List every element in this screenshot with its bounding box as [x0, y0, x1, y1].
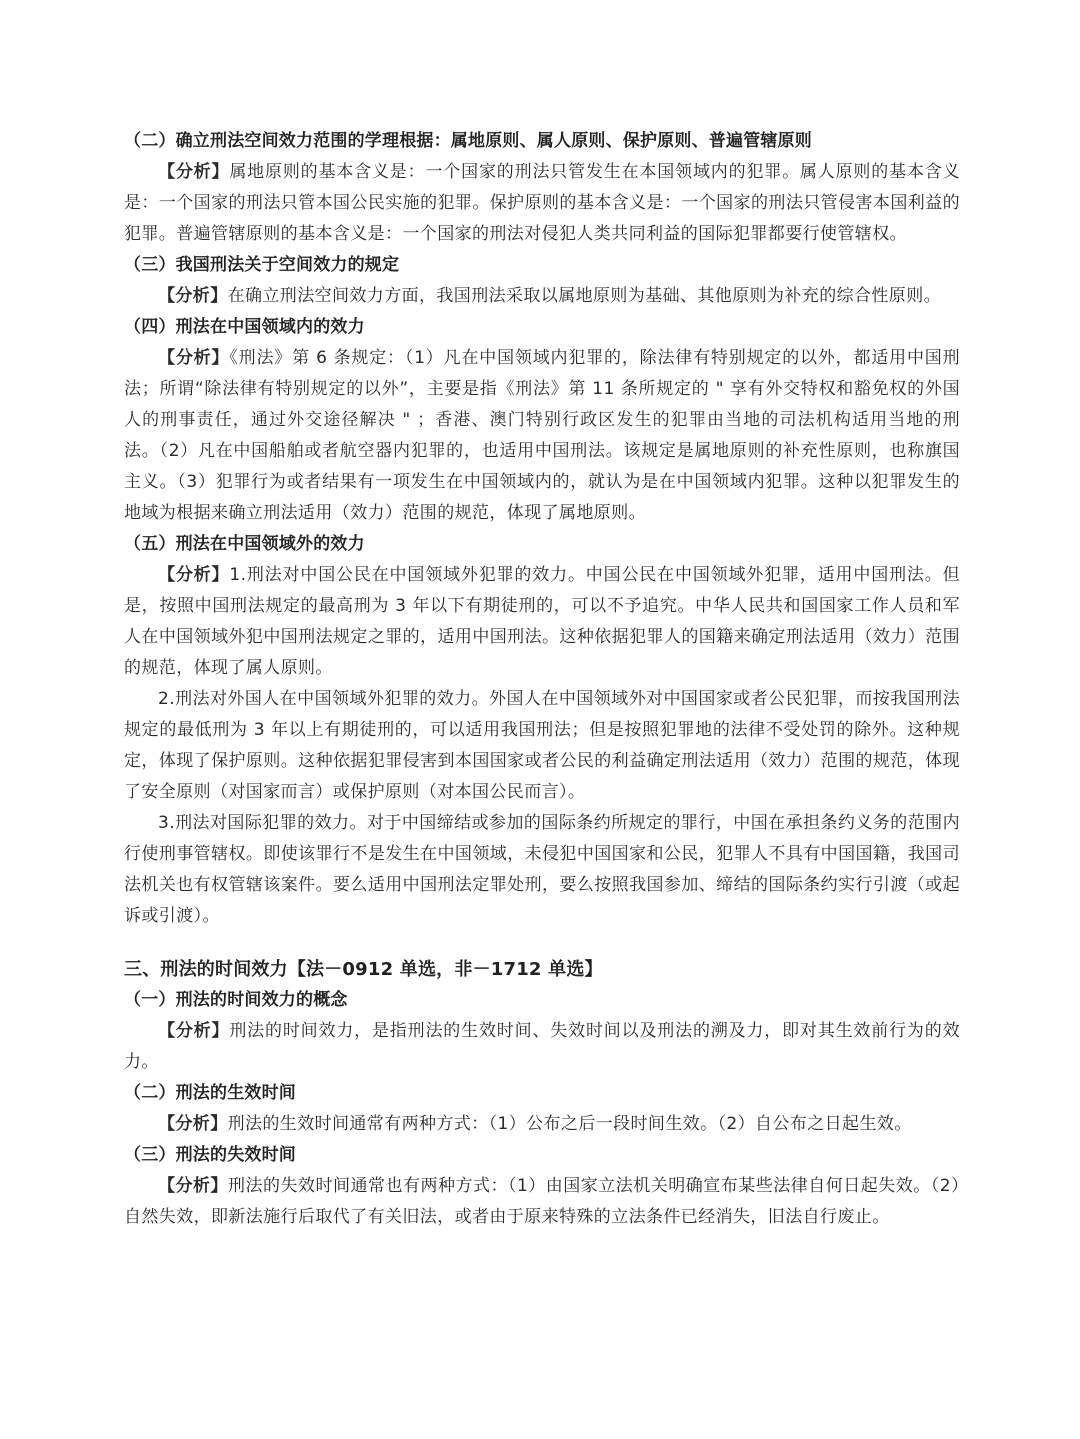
analysis-paragraph-territory [124, 343, 960, 529]
analysis-tag: 【分析】 [158, 286, 228, 306]
analysis-tag: 【分析】 [158, 1114, 228, 1134]
analysis-paragraph-principles [124, 157, 960, 250]
section-heading-time-effect: 三、刑法的时间效力【法－0912 单选，非－1712 单选】 [124, 959, 603, 980]
document-page [124, 126, 960, 1233]
analysis-paragraph-time-concept [124, 1016, 960, 1078]
analysis-paragraph-expiry-time [124, 1171, 960, 1233]
analysis-text: 在确立刑法空间效力方面，我国刑法采取以属地原则为基础、其他原则为补充的综合性原则。 [227, 286, 942, 306]
subsection-heading-basis: （二）确立刑法空间效力范围的学理根据：属地原则、属人原则、保护原则、普遍管辖原则 [124, 131, 812, 151]
subsection-heading-china-rules: （三）我国刑法关于空间效力的规定 [124, 255, 400, 275]
analysis-text: 属地原则的基本含义是：一个国家的刑法只管发生在本国领域内的犯罪。属人原则的基本含义是：一个国家的刑法只管本国公民实施的犯罪。保护原则的基本含义是：一个国家的刑法只管侵害本国利益的犯罪。普遍管辖原则的基本含义是：一个国家的刑法对侵犯人类共同利益的国际犯罪都要行使管辖权。 [124, 162, 960, 244]
subsection-heading-time-concept: （一）刑法的时间效力的概念 [124, 990, 348, 1010]
analysis-text: 1.刑法对中国公民在中国领域外犯罪的效力。中国公民在中国领域外犯罪，适用中国刑法。但是，按照中国刑法规定的最高刑为 3 年以下有期徒刑的，可以不予追究。中华人民共和国国家工作人员和军人在中国领域外犯中国刑法规定之罪的，适用中国刑法。这种依据犯罪人的国籍来确定刑法适用（效力）范围的规范，体现了属人原则。 [124, 565, 960, 678]
subsection-heading-outside-territory: （五）刑法在中国领域外的效力 [124, 534, 365, 554]
analysis-paragraph-comprehensive [124, 281, 960, 312]
subsection-heading-expiry-time: （三）刑法的失效时间 [124, 1145, 296, 1165]
analysis-text: 刑法的时间效力，是指刑法的生效时间、失效时间以及刑法的溯及力，即对其生效前行为的效力。 [124, 1021, 960, 1072]
analysis-paragraph-effective-time [124, 1109, 960, 1140]
analysis-text: 《刑法》第 6 条规定：（1）凡在中国领域内犯罪的，除法律有特别规定的以外，都适用中国刑法；所谓“除法律有特别规定的以外”，主要是指《刑法》第 11 条所规定的 " 享有外交特权和豁免权的外国人的刑事责任，通过外交途径解决 " ；香港、澳门特别行政区发生的犯罪由当地的司法机构适用当地的刑法。（2）凡在中国船舶或者航空器内犯罪的，也适用中国刑法。该规定是属地原则的补充性原则，也称旗国主义。（3）犯罪行为或者结果有一项发生在中国领域内的，就认为是在中国领域内犯罪。这种以犯罪发生的地域为根据来确立刑法适用（效力）范围的规范，体现了属地原则。 [124, 348, 960, 523]
analysis-paragraph-citizens-abroad [124, 560, 960, 684]
analysis-tag: 【分析】 [158, 1176, 228, 1196]
analysis-tag: 【分析】 [158, 1021, 230, 1041]
paragraph-foreigners-abroad: 2.刑法对外国人在中国领域外犯罪的效力。外国人在中国领域外对中国国家或者公民犯罪，而按我国刑法规定的最低刑为 3 年以上有期徒刑的，可以适用我国刑法；但是按照犯罪地的法律不受处罚的除外。这种规定，体现了保护原则。这种依据犯罪侵害到本国国家或者公民的利益确定刑法适用（效力）范围的规范，体现了安全原则（对国家而言）或保护原则（对本国公民而言）。 [124, 689, 960, 802]
analysis-tag: 【分析】 [158, 348, 230, 368]
analysis-text: 刑法的生效时间通常有两种方式：（1）公布之后一段时间生效。（2）自公布之日起生效。 [227, 1114, 912, 1134]
analysis-text: 刑法的失效时间通常也有两种方式：（1）由国家立法机关明确宣布某些法律自何日起失效。（2）自然失效，即新法施行后取代了有关旧法，或者由于原来特殊的立法条件已经消失，旧法自行废止。 [124, 1176, 960, 1227]
analysis-tag: 【分析】 [158, 162, 230, 182]
subsection-heading-within-territory: （四）刑法在中国领域内的效力 [124, 317, 365, 337]
paragraph-international-crimes: 3.刑法对国际犯罪的效力。对于中国缔结或参加的国际条约所规定的罪行，中国在承担条约义务的范围内行使刑事管辖权。即使该罪行不是发生在中国领域，未侵犯中国国家和公民，犯罪人不具有中国国籍，我国司法机关也有权管辖该案件。要么适用中国刑法定罪处刑，要么按照我国参加、缔结的国际条约实行引渡（或起诉或引渡）。 [124, 813, 960, 926]
analysis-tag: 【分析】 [158, 565, 230, 585]
subsection-heading-effective-time: （二）刑法的生效时间 [124, 1083, 296, 1103]
